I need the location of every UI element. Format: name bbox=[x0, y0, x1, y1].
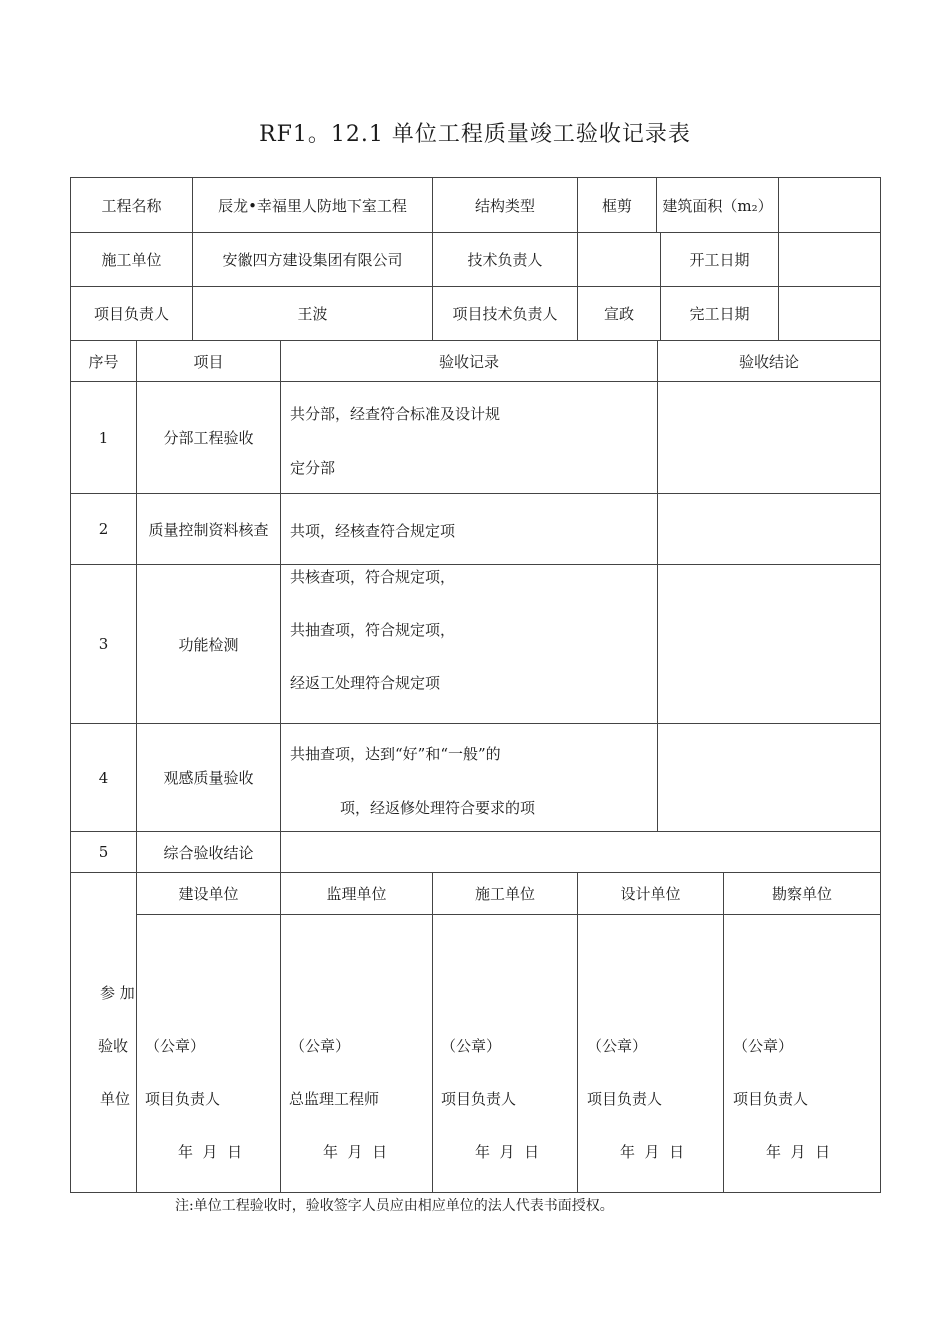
record-line: 共分部，经查符合标准及设计规 bbox=[290, 405, 501, 423]
project-manager-label: 项目负责人 bbox=[93, 305, 169, 323]
unit-name: 勘察单位 bbox=[771, 885, 832, 903]
row-seq: 2 bbox=[98, 520, 109, 538]
record-line: 共抽查项，达到“好”和“一般”的 bbox=[290, 745, 501, 763]
participants-label-line: 单位 bbox=[100, 1090, 131, 1108]
participants-label-line: 验收 bbox=[98, 1037, 129, 1055]
unit-name: 设计单位 bbox=[620, 885, 681, 903]
signer-label: 项目负责人 bbox=[587, 1090, 663, 1108]
project-name-value: 辰龙•幸福里人防地下室工程 bbox=[218, 196, 407, 215]
footnote: 注:单位工程验收时，验收签字人员应由相应单位的法人代表书面授权。 bbox=[175, 1198, 614, 1214]
date-label: 年 月 日 bbox=[178, 1143, 243, 1161]
building-area-value bbox=[779, 178, 880, 232]
seal-label: （公章） bbox=[145, 1037, 206, 1055]
record-line: 项，经返修处理符合要求的项 bbox=[340, 799, 536, 817]
table-line bbox=[577, 872, 578, 1192]
record-line: 共抽查项，符合规定项， bbox=[290, 621, 456, 639]
record-line: 经返工处理符合规定项 bbox=[290, 674, 441, 692]
signer-label: 总监理工程师 bbox=[289, 1090, 380, 1108]
unit-name: 监理单位 bbox=[326, 885, 387, 903]
signer-label: 项目负责人 bbox=[145, 1090, 221, 1108]
seal-label: （公章） bbox=[290, 1037, 351, 1055]
date-label: 年 月 日 bbox=[475, 1143, 540, 1161]
header-item: 项目 bbox=[193, 352, 224, 371]
seal-label: （公章） bbox=[587, 1037, 648, 1055]
table-line bbox=[280, 340, 281, 872]
signer-label: 项目负责人 bbox=[441, 1090, 517, 1108]
record-line: 定分部 bbox=[290, 459, 336, 477]
row-item: 观感质量验收 bbox=[163, 769, 254, 787]
header-conclusion: 验收结论 bbox=[738, 352, 799, 371]
table-line bbox=[70, 1192, 881, 1193]
contractor-label: 施工单位 bbox=[101, 251, 162, 269]
page-title: RF1。12.1 单位工程质量竣工验收记录表 bbox=[259, 122, 691, 147]
date-label: 年 月 日 bbox=[620, 1143, 685, 1161]
header-seq: 序号 bbox=[88, 352, 119, 371]
row-item: 功能检测 bbox=[178, 635, 239, 654]
table-line bbox=[432, 872, 433, 1192]
project-name-label: 工程名称 bbox=[101, 196, 162, 215]
structure-type-label: 结构类型 bbox=[474, 196, 535, 215]
signer-label: 项目负责人 bbox=[733, 1090, 809, 1108]
table-line bbox=[657, 340, 658, 831]
project-tech-lead-label: 项目技术负责人 bbox=[452, 305, 558, 323]
header-record: 验收记录 bbox=[438, 352, 499, 371]
finish-date-value bbox=[779, 287, 880, 340]
table-line bbox=[723, 872, 724, 1192]
start-date-value bbox=[779, 233, 880, 286]
row-item: 分部工程验收 bbox=[163, 429, 254, 447]
row-item: 质量控制资料核查 bbox=[148, 520, 269, 539]
seal-label: （公章） bbox=[441, 1037, 502, 1055]
row-seq: 5 bbox=[98, 843, 109, 861]
unit-name: 施工单位 bbox=[474, 885, 535, 903]
participants-label-line: 参 加 bbox=[100, 984, 135, 1002]
structure-type-value: 框剪 bbox=[601, 196, 632, 215]
project-manager-value: 王波 bbox=[297, 305, 328, 323]
table-line bbox=[880, 177, 881, 1193]
project-tech-lead-value: 宣政 bbox=[603, 305, 634, 323]
seal-label: （公章） bbox=[733, 1037, 794, 1055]
record-line: 共项，经核查符合规定项 bbox=[290, 522, 456, 540]
tech-lead-value bbox=[578, 233, 660, 286]
row-seq: 4 bbox=[98, 768, 109, 787]
tech-lead-label: 技术负责人 bbox=[467, 251, 543, 269]
date-label: 年 月 日 bbox=[323, 1143, 388, 1161]
record-line: 共核查项，符合规定项， bbox=[290, 568, 456, 586]
row-seq: 1 bbox=[98, 428, 109, 447]
table-line bbox=[136, 914, 881, 915]
row-seq: 3 bbox=[98, 635, 109, 653]
finish-date-label: 完工日期 bbox=[689, 305, 750, 323]
date-label: 年 月 日 bbox=[766, 1143, 831, 1161]
contractor-value: 安徽四方建设集团有限公司 bbox=[222, 251, 403, 269]
table-line bbox=[280, 872, 281, 1192]
building-area-label: 建筑面积（m₂） bbox=[662, 196, 773, 215]
row-item: 综合验收结论 bbox=[163, 843, 254, 862]
unit-name: 建设单位 bbox=[178, 885, 239, 903]
start-date-label: 开工日期 bbox=[689, 251, 750, 269]
